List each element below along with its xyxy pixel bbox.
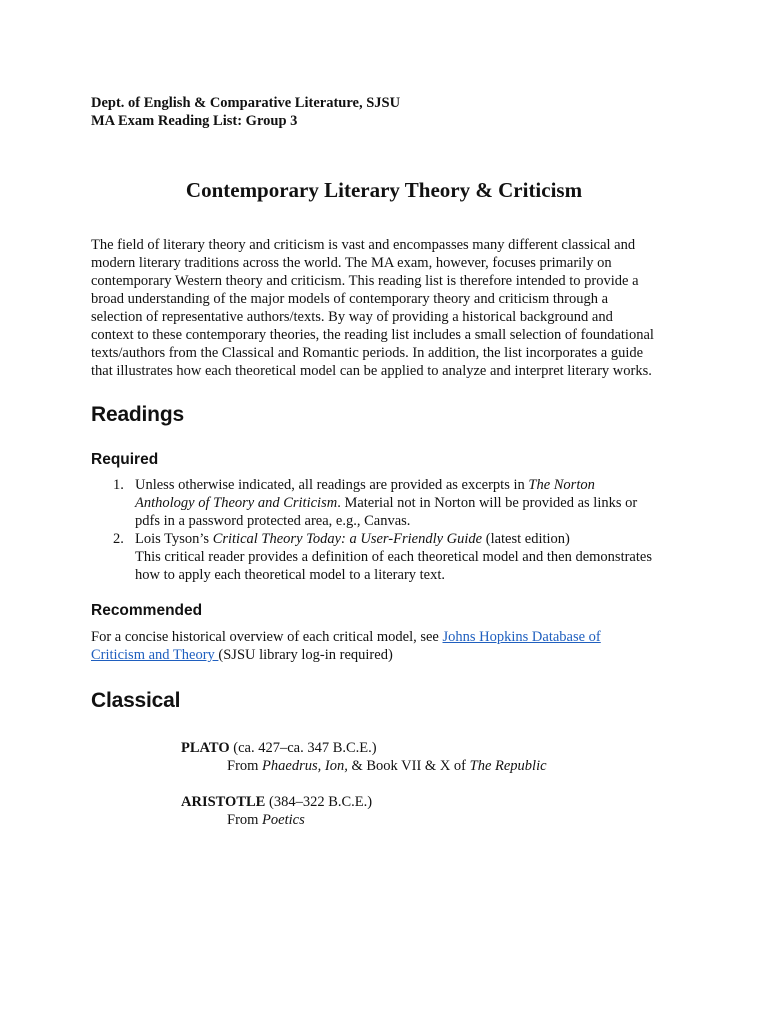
item-text: (latest edition) — [482, 531, 570, 547]
johns-hopkins-database-link[interactable]: Johns Hopkins Database of — [442, 629, 601, 645]
item-text: how to apply each theoretical model to a literary text. — [135, 567, 446, 583]
required-list — [91, 476, 711, 584]
intro-paragraph — [91, 236, 681, 380]
readings-heading: Readings — [91, 403, 184, 426]
item-text: Lois Tyson’s — [135, 531, 213, 547]
department-header: Dept. of English & Comparative Literature, SJSU — [91, 95, 401, 111]
johns-hopkins-database-link[interactable]: Criticism and Theory — [91, 647, 219, 663]
classical-heading: Classical — [91, 689, 181, 712]
document-title: Contemporary Literary Theory & Criticism — [185, 178, 583, 202]
list-number: 2. — [113, 531, 124, 547]
author-dates: (384–322 B.C.E.) — [265, 794, 373, 810]
item-text: . Material not in Norton will be provided as links or — [337, 495, 638, 511]
work-title: The Republic — [469, 758, 547, 774]
intro-line: selection of representative authors/texts. By way of providing a historical background and — [91, 309, 613, 325]
item-text: This critical reader provides a definition of each theoretical model and then demonstrates — [135, 549, 652, 565]
book-title: Anthology of Theory and Criticism — [135, 495, 338, 511]
intro-line: broad understanding of the major models of contemporary theory and criticism through a — [91, 291, 609, 307]
list-number: 1. — [113, 477, 124, 493]
book-title: Critical Theory Today: a User-Friendly Guide — [212, 531, 483, 547]
work-text: From — [227, 812, 263, 828]
reading-list-header: MA Exam Reading List: Group 3 — [91, 113, 298, 129]
work-title: Poetics — [262, 812, 305, 828]
work-text: & Book VII & X of — [347, 758, 470, 774]
intro-line: The field of literary theory and criticism is vast and encompasses many different classical and — [91, 237, 636, 253]
book-title: The Norton — [528, 477, 595, 493]
item-text: Unless otherwise indicated, all readings are provided as excerpts in — [135, 477, 529, 493]
intro-line: modern literary traditions across the world. The MA exam, however, focuses primarily on — [91, 255, 612, 271]
list-item — [91, 476, 711, 530]
intro-line: texts/authors from the Classical and Romantic periods. In addition, the list incorporates a guide — [91, 345, 644, 361]
author-entry-aristotle — [181, 793, 372, 829]
intro-line: context to these contemporary theories, the reading list includes a small selection of foundational — [91, 327, 654, 343]
author-dates: (ca. 427–ca. 347 B.C.E.) — [229, 740, 377, 756]
work-title: Phaedrus, Ion, — [262, 758, 348, 774]
item-text: pdfs in a password protected area, e.g., Canvas. — [135, 513, 411, 529]
work-text: From — [227, 758, 263, 774]
author-name: PLATO — [181, 740, 230, 756]
author-entry-plato — [181, 739, 547, 775]
list-item — [91, 530, 711, 584]
recommended-text: For a concise historical overview of each critical model, see — [91, 629, 443, 645]
recommended-heading: Recommended — [91, 602, 203, 619]
required-heading: Required — [91, 451, 159, 468]
recommended-text: (SJSU library log-in required) — [218, 647, 393, 663]
intro-line: that illustrates how each theoretical model can be applied to analyze and interpret literary works. — [91, 363, 652, 379]
author-name: ARISTOTLE — [181, 794, 266, 810]
intro-line: contemporary Western theory and criticism. This reading list is therefore intended to provide a — [91, 273, 639, 289]
recommended-paragraph — [91, 628, 601, 664]
